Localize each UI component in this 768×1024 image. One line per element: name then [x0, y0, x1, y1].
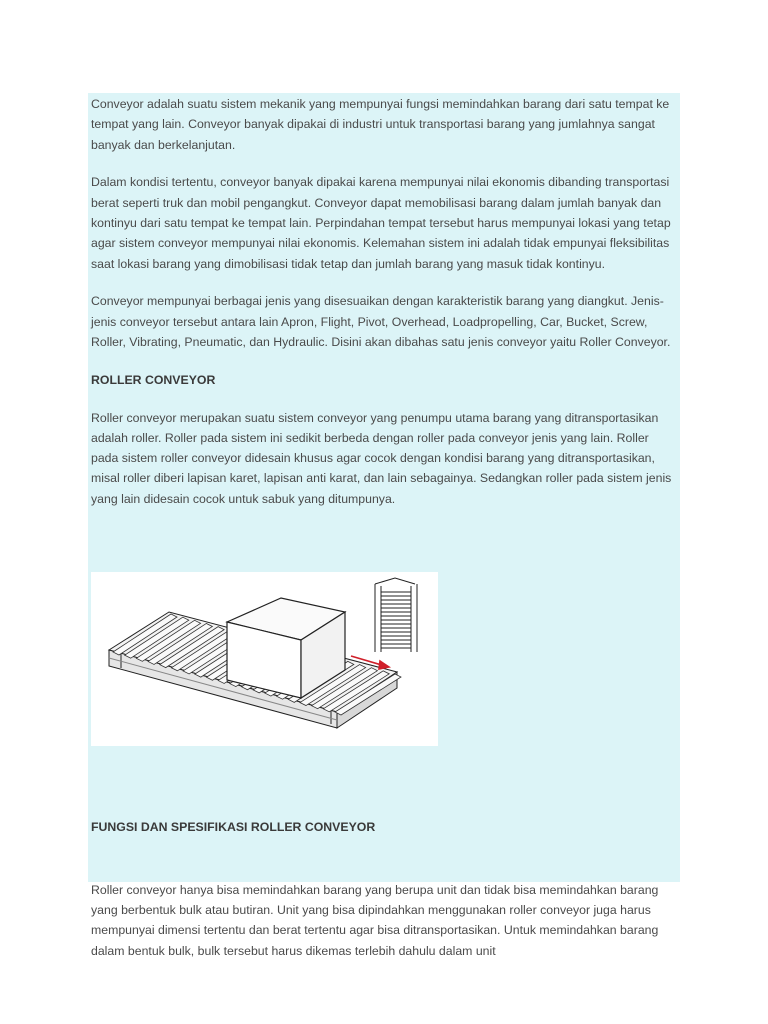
heading-roller-conveyor: ROLLER CONVEYOR — [91, 372, 216, 387]
paragraph-functions: Roller conveyor hanya bisa memindahkan barang yang berupa unit dan tidak bisa memindahkan barang yang berbentuk bulk atau butiran. Unit yang bisa dipindahkan menggunakan roller conveyor juga harus mempunyai dimensi tertentu dan berat tertentu agar bisa ditransportasikan. Untuk memindahkan barang dalam bentuk bulk, bulk tersebut harus dikemas terlebih dahulu dalam unit — [91, 882, 659, 958]
article-body — [91, 94, 677, 509]
roller-conveyor-drawing — [91, 572, 438, 746]
paragraph-intro: Conveyor adalah suatu sistem mekanik yang mempunyai fungsi memindahkan barang dari satu tempat ke tempat yang lain. Conveyor banyak dipakai di industri untuk transportasi barang yang jumlahnya sangat banyak dan berkelanjutan. — [91, 97, 670, 152]
article-panel — [88, 93, 680, 958]
chute-drawing — [375, 578, 417, 652]
paragraph-conditions: Dalam kondisi tertentu, conveyor banyak dipakai karena mempunyai nilai ekonomis dibanding transportasi berat seperti truk dan mobil pengangkut. Conveyor dapat memobilisasi barang dalam jumlah banyak dan kontinyu dari satu tempat ke tempat lain. Perpindahan tempat tersebut harus mempunyai lokasi yang tetap agar sistem conveyor mempunyai nilai ekonomis. Kelemahan sistem ini adalah tidak empunyai fleksibilitas saat lokasi barang yang dimobilisasi tidak tetap dan jumlah barang yang masuk tidak kontinyu. — [91, 175, 671, 271]
article-body-continued — [91, 805, 677, 973]
heading-fungsi-spesifikasi: FUNGSI DAN SPESIFIKASI ROLLER CONVEYOR — [91, 820, 376, 835]
paragraph-types: Conveyor mempunyai berbagai jenis yang disesuaikan dengan karakteristik barang yang diangkut. Jenis-jenis conveyor tersebut antara lain Apron, Flight, Pivot, Overhead, Loadpropelling, Car, Bucket, Screw, Roller, Vibrating, Pneumatic, dan Hydraulic. Disini akan dibahas satu jenis conveyor yaitu Roller Conveyor. — [91, 294, 671, 349]
roller-conveyor-illustration — [91, 572, 438, 746]
paragraph-roller-definition: Roller conveyor merupakan suatu sistem conveyor yang penumpu utama barang yang ditransportasikan adalah roller. Roller pada sistem ini sedikit berbeda dengan roller pada conveyor jenis yang lain. Roller pada sistem roller conveyor didesain khusus agar cocok dengan kondisi barang yang ditransportasikan, misal roller diberi lapisan karet, lapisan anti karat, dan lain sebagainya. Sedangkan roller pada sistem jenis yang lain didesain cocok untuk sabuk yang ditumpunya. — [91, 410, 672, 506]
